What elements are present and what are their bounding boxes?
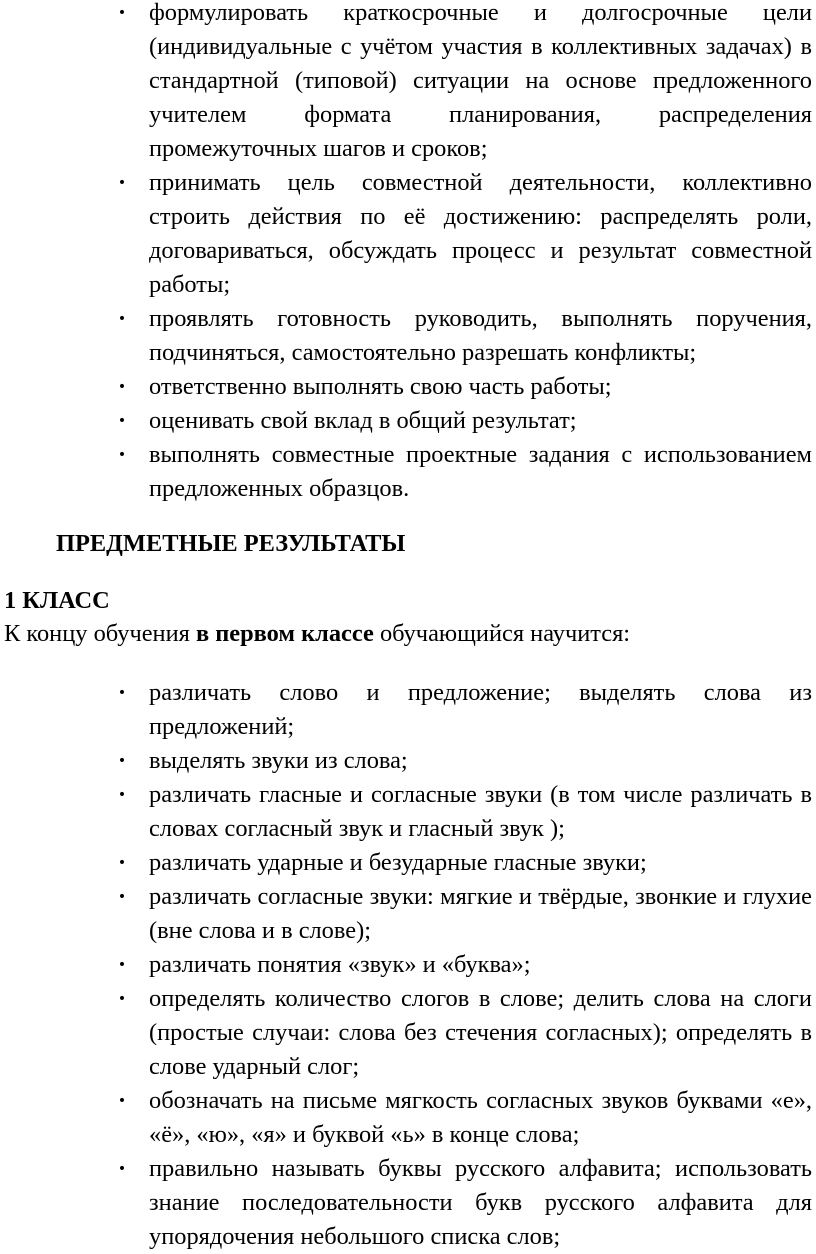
list-item-text: оценивать свой вклад в общий результат; [149,407,577,434]
list-item-text: различать ударные и безударные гласные звуки; [149,849,647,876]
metasubject-list [0,0,816,506]
list-item [0,404,816,438]
list-item [0,676,816,744]
list-item-text: выполнять совместные проектные задания с использованием предложенных образцов. [149,441,812,502]
list-item [0,948,816,982]
bullet-icon: • [117,991,127,1007]
list-item [0,880,816,948]
bullet-icon: • [117,1093,127,1109]
bullet-icon: • [117,787,127,803]
list-item [0,370,816,404]
list-item-text: обозначать на письме мягкость согласных звуков буквами «е», «ё», «ю», «я» и буквой «ь» в конце слова; [149,1087,812,1148]
list-item [0,166,816,302]
bullet-icon: • [117,175,127,191]
bullet-icon: • [117,889,127,905]
list-item [0,1084,816,1152]
list-item-text: различать согласные звуки: мягкие и твёрдые, звонкие и глухие (вне слова и в слове); [149,883,812,944]
bullet-icon: • [117,413,127,429]
list-item [0,846,816,880]
list-item-text: формулировать краткосрочные и долгосрочные цели (индивидуальные с учётом участия в коллективных задачах) в стандартной (типовой) ситуации на основе предложенного учителем формата планирования, распределения промежуточных шагов и сроков; [149,0,812,162]
intro-paragraph [4,617,630,651]
bullet-icon: • [117,753,127,769]
list-item-text: ответственно выполнять свою часть работы; [149,373,612,400]
list-item-text: принимать цель совместной деятельности, коллективно строить действия по её достижению: распределять роли, договариваться, обсуждать процесс и результат совместной работы; [149,169,812,298]
list-item-text: проявлять готовность руководить, выполнять поручения, подчиняться, самостоятельно разрешать конфликты; [149,305,812,366]
intro-text-bold: в первом классе [195,620,374,647]
list-item-text: выделять звуки из слова; [149,747,408,774]
list-item [0,982,816,1084]
bullet-icon: • [117,957,127,973]
list-item [0,744,816,778]
list-item-text: определять количество слогов в слове; делить слова на слоги (простые случаи: слова без стечения согласных); определять в слове ударный слог; [149,985,812,1080]
bullet-icon: • [117,379,127,395]
intro-text-end: обучающийся научится: [373,620,631,647]
bullet-icon: • [117,685,127,701]
bullet-icon: • [117,1161,127,1177]
list-item [0,302,816,370]
bullet-icon: • [117,447,127,463]
list-item [0,0,816,166]
list-item-text: различать гласные и согласные звуки (в том числе различать в словах согласный звук и гласный звук ); [149,781,812,842]
grade1-outcomes-list [0,676,816,1254]
list-item [0,438,816,506]
list-item [0,778,816,846]
list-item [0,1152,816,1254]
grade-heading: 1 КЛАСС [4,587,110,614]
list-item-text: правильно называть буквы русского алфавита; использовать знание последовательности букв русского алфавита для упорядочения небольшого списка слов; [149,1155,812,1250]
section-heading: ПРЕДМЕТНЫЕ РЕЗУЛЬТАТЫ [56,530,406,557]
intro-text-start: К концу обучения [4,620,196,647]
bullet-icon: • [117,855,127,871]
list-item-text: различать понятия «звук» и «буква»; [149,951,531,978]
bullet-icon: • [117,5,127,21]
list-item-text: различать слово и предложение; выделять слова из предложений; [149,679,812,740]
bullet-icon: • [117,311,127,327]
